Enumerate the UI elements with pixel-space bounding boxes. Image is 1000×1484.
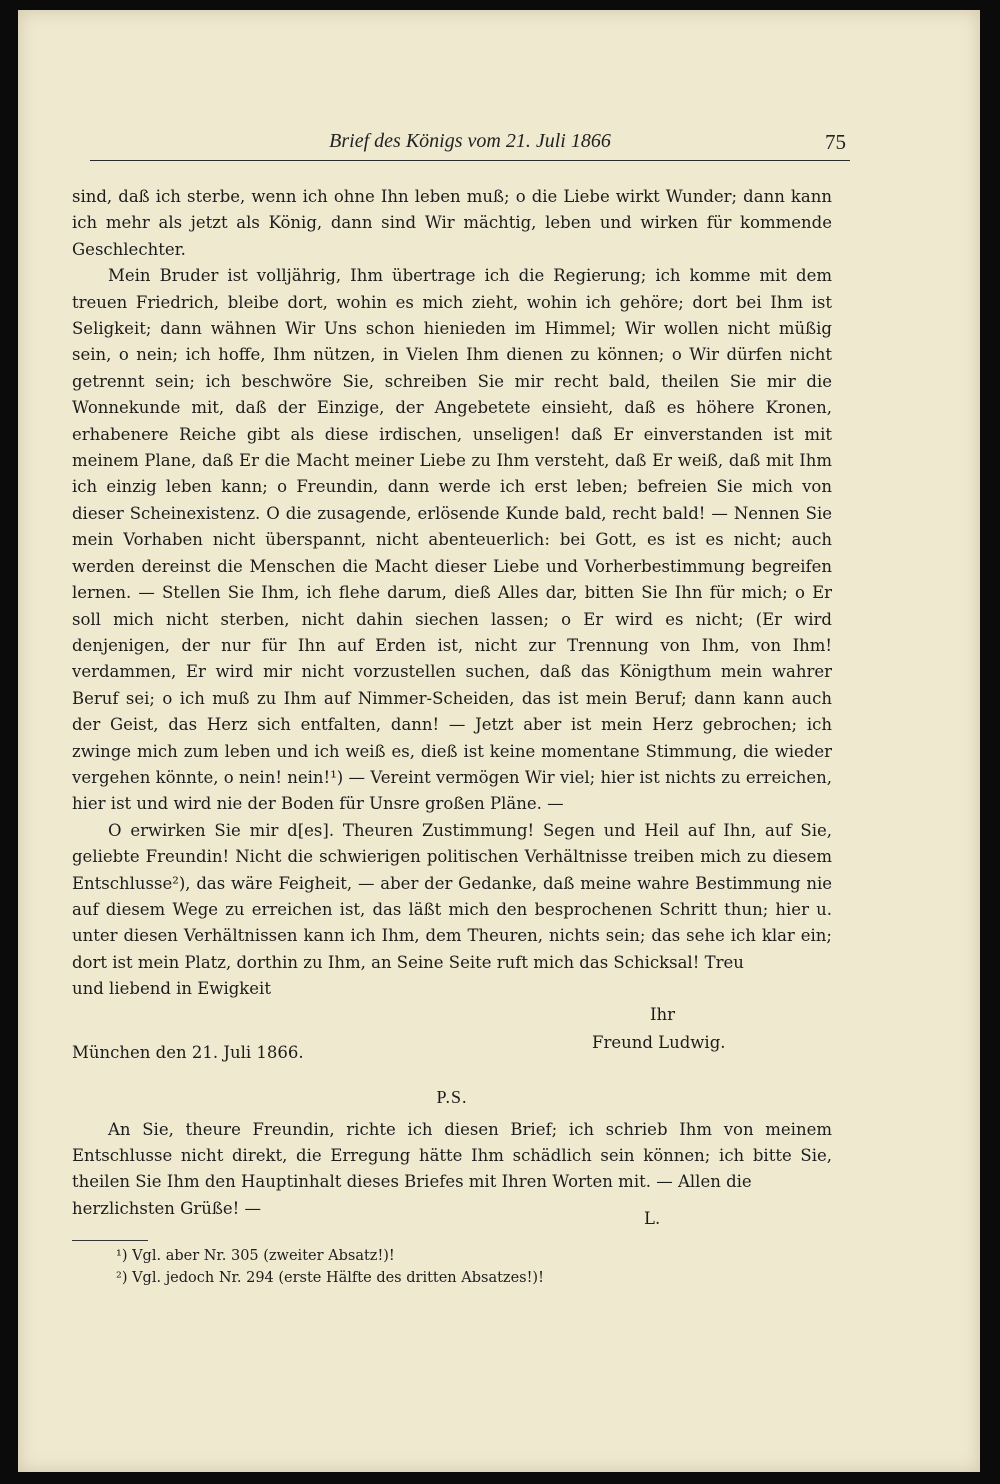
place-date: München den 21. Juli 1866. [72, 1043, 304, 1063]
footnote-rule [72, 1240, 148, 1241]
postscript-heading: P.S. [436, 1087, 468, 1108]
postscript-initial: L. [644, 1208, 661, 1228]
postscript-text: An Sie, theure Freundin, richte ich diesen Brief; ich schrieb Ihm von meinem Entschlusse nicht direkt, die Erregung hätte Ihm schädlich sein können; ich bitte Sie, theilen Sie Ihm den Hauptinhalt dieses Briefes mit Ihren Worten mit. — Allen die [72, 1119, 832, 1192]
letter-closing [72, 976, 832, 1063]
running-header [90, 126, 850, 161]
footnote-2: ²) Vgl. jedoch Nr. 294 (erste Hälfte des dritten Absatzes!)! [116, 1269, 544, 1286]
letter-body [72, 184, 832, 1289]
signature: Freund Ludwig. [592, 1033, 726, 1053]
postscript-last-line: herzlichsten Grüße! — [72, 1198, 261, 1218]
paragraph-1: sind, daß ich sterbe, wenn ich ohne Ihn leben muß; o die Liebe wirkt Wunder; dann kann ich mehr als jetzt als König, dann sind Wir mächtig, leben und wirken für kommende Geschlechter. [72, 187, 832, 259]
closing-line: und liebend in Ewigkeit [72, 979, 271, 999]
page-number: 75 [825, 130, 846, 154]
running-title: Brief des Königs vom 21. Juli 1866 [329, 130, 611, 152]
paragraph-3: O erwirken Sie mir d[es]. Theuren Zustimmung! Segen und Heil auf Ihn, auf Sie, geliebte Freundin! Nicht die schwierigen politischen Verhältnisse treiben mich zu diesem Entschlusse²), das wäre Feigheit, — aber der Gedanke, daß meine wahre Bestimmung nie auf diesem Wege zu erreichen ist, das läßt mich den besprochenen Schritt thun; hier u. unter diesen Verhältnissen kann ich Ihm, dem Theuren, nichts sein; das sehe ich klar ein; dort ist mein Platz, dorthin zu Ihm, an Seine Seite ruft mich das Schicksal! Treu [72, 820, 832, 972]
footnote-1: ¹) Vgl. aber Nr. 305 (zweiter Absatz!)! [116, 1247, 395, 1264]
paragraph-2: Mein Bruder ist volljährig, Ihm übertrage ich die Regierung; ich komme mit dem treuen Friedrich, bleibe dort, wohin es mich zieht, wohin ich gehöre; dort bei Ihm ist Seligkeit; dann wähnen Wir Uns schon hienieden im Himmel; Wir wollen nicht müßig sein, o nein; ich hoffe, Ihm nützen, in Vielen Ihm dienen zu können; o Wir dürfen nicht getrennt sein; ich beschwöre Sie, schreiben Sie mir recht bald, theilen Sie mir die Wonnekunde mit, daß der Einzige, der Angebetete einsieht, daß es höhere Kronen, erhabenere Reiche gibt als diese irdischen, unseligen! daß Er einverstanden ist mit meinem Plane, daß Er die Macht meiner Liebe zu Ihm versteht, daß Er weiß, daß mit Ihm ich einzig leben kann; o Freundin, dann werde ich erst leben; befreien Sie mich von dieser Scheinexistenz. O die zusagende, erlösende Kunde bald, recht bald! — Nennen Sie mein Vorhaben nicht überspannt, nicht abenteuerlich: bei Gott, es ist es nicht; auch werden dereinst die Menschen die Macht dieser Liebe und Vorherbestimmung begreifen lernen. — Stellen Sie Ihm, ich flehe darum, dieß Alles dar, bitten Sie Ihn für mich; o Er soll mich nicht sterben, nicht dahin siechen lassen; o Er wird es nicht; (Er wird denjenigen, der nur für Ihn auf Erden ist, nicht zur Trennung von Ihm, von Ihm! verdammen, Er wird mir nicht vorzustellen suchen, daß das Königthum mein wahrer Beruf sei; o ich muß zu Ihm auf Nimmer-Scheiden, das ist mein Beruf; dann kann auch der Geist, das Herz sich entfalten, dann! — Jetzt aber ist mein Herz gebrochen; ich zwinge mich zum leben und ich weiß es, dieß ist keine momentane Stimmung, die wieder vergehen könnte, o nein! nein!¹) — Vereint vermögen Wir viel; hier ist nichts zu erreichen, hier ist und wird nie der Boden für Unsre großen Pläne. — [72, 266, 832, 814]
closing-ihr: Ihr [650, 1005, 676, 1025]
postscript-end [72, 1196, 832, 1226]
